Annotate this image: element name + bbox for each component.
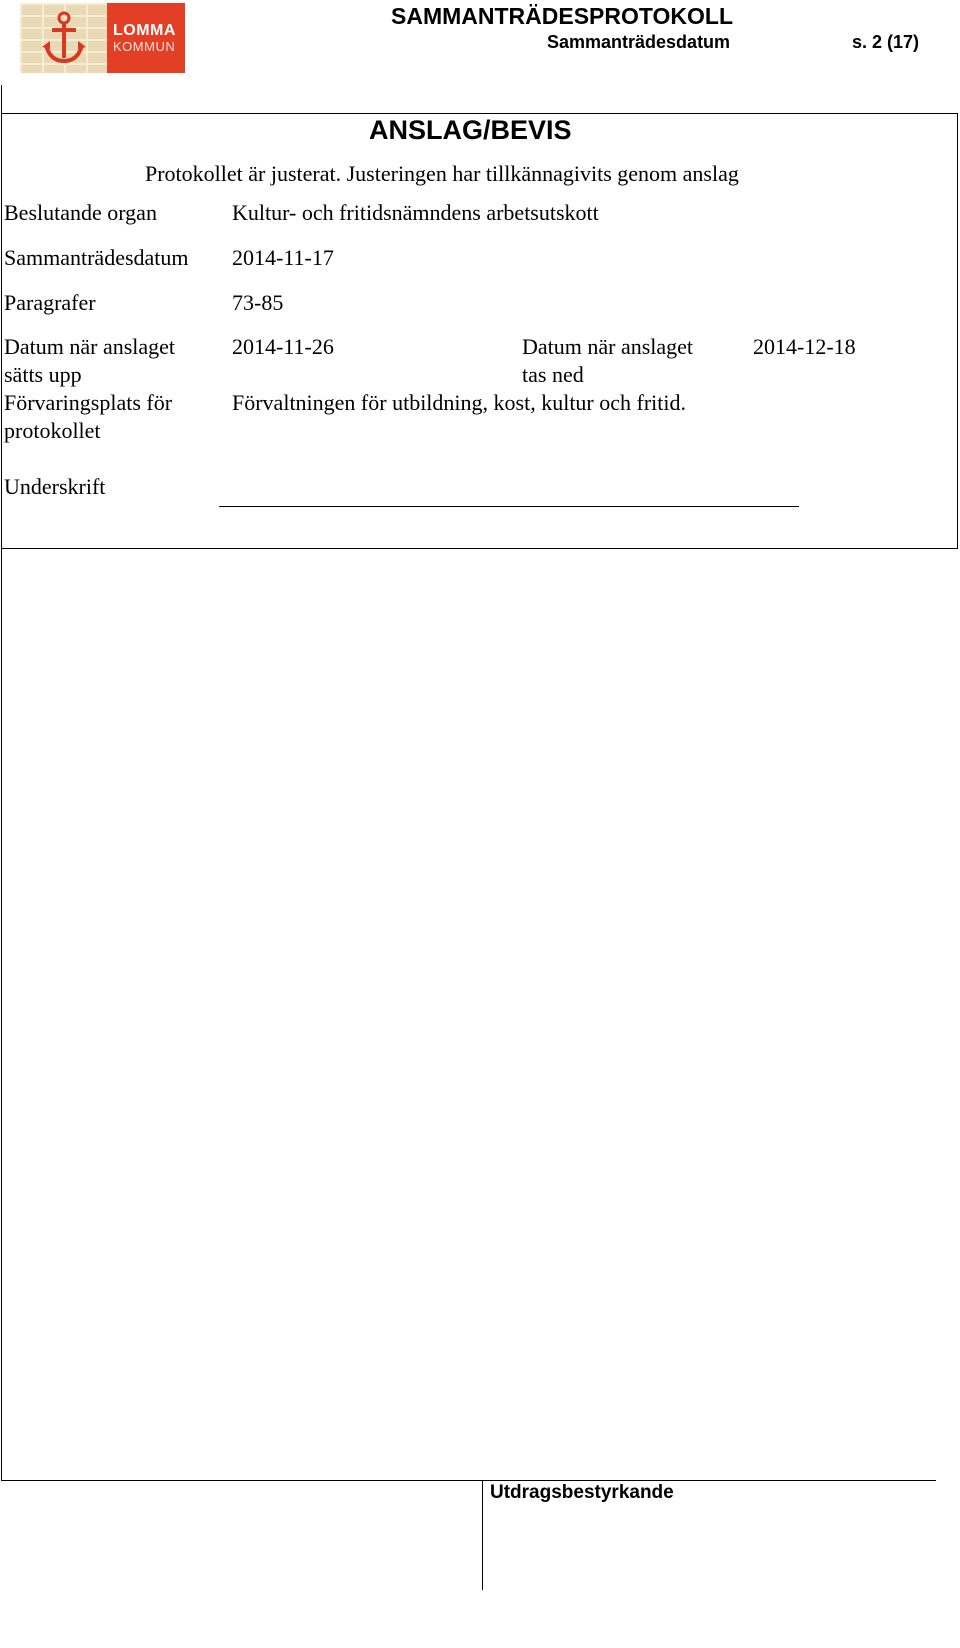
signature-label: Underskrift [4, 474, 106, 499]
signature-line [219, 506, 799, 507]
posted-date-value: 2014-11-26 [232, 334, 334, 359]
meeting-date-value: 2014-11-17 [232, 245, 334, 270]
lomma-kommun-logo [20, 3, 185, 73]
logo-text-lomma: LOMMA [113, 22, 176, 39]
storage-label-line2: protokollet [4, 418, 101, 443]
footer-attestation-label: Utdragsbestyrkande [490, 1482, 674, 1503]
posted-date-label-line1: Datum när anslaget [4, 334, 176, 359]
footer-divider [1, 1480, 936, 1481]
footer-column-divider [482, 1480, 483, 1590]
paragraphs-value: 73-85 [232, 290, 284, 315]
anchor-icon [42, 11, 86, 67]
removed-date-label-line2: tas ned [522, 362, 584, 387]
logo-text-kommun: KOMMUN [113, 39, 176, 54]
meeting-date-label: Sammanträdesdatum [4, 245, 189, 270]
organ-value: Kultur- och fritidsnämndens arbetsutskott [232, 200, 599, 225]
logo-red-panel [107, 3, 185, 73]
logo-brick-wall [20, 3, 107, 73]
header-date-label: Sammanträdesdatum [547, 32, 731, 52]
posted-date-label-line2: sätts upp [4, 362, 82, 387]
document-title: SAMMANTRÄDESPROTOKOLL [391, 3, 734, 29]
page-number: s. 2 (17) [852, 32, 920, 52]
storage-value: Förvaltningen för utbildning, kost, kultur och fritid. [232, 390, 687, 415]
paragraphs-label: Paragrafer [4, 290, 96, 315]
removed-date-label-line1: Datum när anslaget [522, 334, 694, 359]
removed-date-value: 2014-12-18 [753, 334, 856, 359]
storage-label-line1: Förvaringsplats för [4, 390, 173, 415]
notice-intro: Protokollet är justerat. Justeringen har tillkännagivits genom anslag [145, 161, 739, 186]
notice-heading: ANSLAG/BEVIS [369, 115, 572, 145]
organ-label: Beslutande organ [4, 200, 157, 225]
